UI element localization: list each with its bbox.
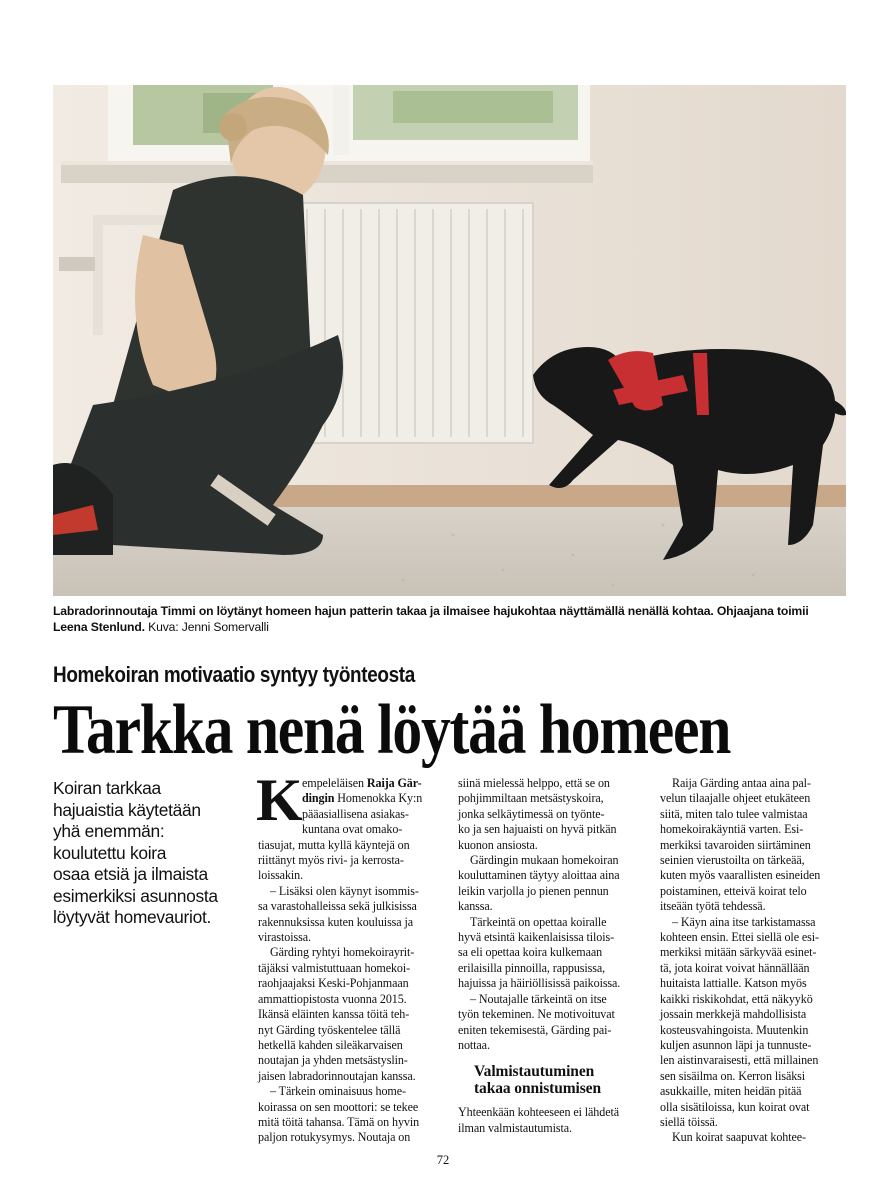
body-line: Raija Gärding antaa aina pal- — [672, 776, 811, 790]
body-line: tiasujat, mutta kyllä käyntejä on — [258, 837, 410, 852]
body-column-3 — [660, 776, 846, 1146]
body-line: jonka selkäytimessä on työnte- — [458, 806, 605, 821]
body-line: Yhteenkään kohteeseen ei lähdetä — [458, 1105, 619, 1120]
body-line: asukkaille, miten heidän pitää — [660, 1084, 802, 1099]
body-line: merkiksi tavaroiden siirtäminen — [660, 837, 811, 852]
lead-line: hajuaistia käytetään — [53, 799, 201, 820]
caption-text: Labradorinnoutaja Timmi on löytänyt homeen hajun patterin takaa ja ilmaisee hajukohtaa näyttämällä nenällä kohtaa. Ohjaajana toimii Leena Stenlund. — [53, 604, 809, 634]
body-line: mitä töitä tahansa. Tämä on hyvin — [258, 1114, 420, 1129]
body-line: erilaisilla pinnoilla, rappusissa, — [458, 960, 606, 975]
body-line: len aistinvaraisesti, että millainen — [660, 1053, 819, 1068]
body-line: Kun koirat saapuvat kohtee- — [672, 1130, 806, 1145]
body-lines — [258, 838, 444, 1146]
lead-line: osaa etsiä ja ilmaista — [53, 864, 208, 884]
body-line: ilman valmistautumista. — [458, 1120, 572, 1135]
body-line: – Tärkein ominaisuus home- — [270, 1084, 406, 1099]
body-column-1 — [256, 767, 444, 1146]
body-line: kouluttaminen täytyy aloittaa aina — [458, 868, 620, 883]
body-line: pohjimmiltaan metsästyskoira, — [458, 791, 604, 806]
body-line: paljon rotukysymys. Noutaja on — [258, 1130, 411, 1145]
body-line: eniten tekemisestä, Gärding pai- — [458, 1022, 612, 1037]
body-line: itseään työtä tehdessä. — [660, 899, 766, 914]
body-line: kuten myös vaarallisten esineiden — [660, 868, 821, 883]
body-lines — [458, 1105, 644, 1136]
body-line: poistaminen, etteivä koirat telo — [660, 883, 807, 898]
body-line: – Käyn aina itse tarkistamassa — [672, 914, 816, 929]
body-line: siinä mielessä helppo, että se on — [458, 776, 610, 790]
body-line: – Lisäksi olen käynyt isommis- — [270, 883, 419, 898]
body-line: loissakin. — [258, 868, 304, 883]
body-line: jaisen labradorinnoutajan kanssa. — [258, 1068, 416, 1083]
subheading-line: takaa onnistumisen — [474, 1080, 601, 1098]
photo-woman-and-dog — [53, 85, 846, 596]
body-line: kuonon ansiosta. — [458, 837, 538, 852]
body-line: ammattiopistosta vuonna 2015. — [258, 991, 407, 1006]
body-line: raohjaajaksi Keski-Pohjanmaan — [258, 976, 409, 991]
body-line: homekoirakäyntiä varten. Esi- — [660, 822, 804, 837]
subheading — [474, 1063, 644, 1097]
body-line: velun tilaajalle ohjeet etukäteen — [660, 791, 811, 806]
body-line: siellä töissä. — [660, 1114, 718, 1129]
headline: Tarkka nenä löytää homeen — [53, 691, 731, 769]
body-line: jossain merkkejä mahdollisista — [660, 1007, 807, 1022]
body-line: sa eli opettaa koira kulkemaan — [458, 945, 603, 960]
body-line: kohteen ensin. Ettei siellä ole esi- — [660, 930, 819, 945]
subheading-line: Valmistautuminen — [474, 1063, 595, 1081]
body-line: kosteusvahingoista. Muutenkin — [660, 1022, 809, 1037]
body-line: nyt Gärding työskentelee tällä — [258, 1022, 401, 1037]
body-line: ko ja sen hajuaisti on hyvä pitkän — [458, 822, 617, 837]
body-line: kuntana ovat omako- — [302, 822, 403, 837]
body-lines — [660, 776, 846, 1146]
photo-caption — [53, 603, 846, 635]
body-line: tä, jota koirat voivat hännällään — [660, 960, 810, 975]
body-line: hajuissa ja häiriöllisissä paikoissa. — [458, 976, 621, 991]
page-number: 72 — [436, 1153, 450, 1167]
body-column-2 — [458, 776, 644, 1136]
body-line: Gärding ryhtyi homekoirayrit- — [270, 945, 415, 960]
body-line: sen sisäilma on. Kerron lisäksi — [660, 1068, 806, 1083]
lead-line: koulutettu koira — [53, 842, 167, 863]
body-line: – Noutajalle tärkeintä on itse — [470, 991, 607, 1006]
body-line: kuljen asunnon läpi ja tunnuste- — [660, 1037, 812, 1052]
body-line: leikin varjolla jo pienen pennun — [458, 883, 609, 898]
body-line: dingin Homenokka Ky:n — [302, 791, 423, 806]
caption-credit: Kuva: Jenni Somervalli — [144, 620, 269, 634]
body-line: olla sisätiloissa, kun koirat ovat — [660, 1099, 810, 1114]
body-line: rakennuksissa kuten kouluissa ja — [258, 914, 413, 929]
kicker: Homekoiran motivaatio syntyy työnteosta — [53, 662, 415, 687]
body-line: siitä, miten talo tulee valmistaa — [660, 806, 808, 821]
body-line: nottaa. — [458, 1037, 490, 1052]
lead-line: Koiran tarkkaa — [53, 778, 161, 798]
body-line: Tärkeintä on opettaa koiralle — [470, 914, 607, 929]
lead-paragraph — [53, 778, 248, 929]
body-lines — [458, 776, 644, 1053]
body-line: virastoissa. — [258, 930, 311, 945]
body-line: merkiksi mitään särkyvää esinet- — [660, 945, 817, 960]
body-line: empeleläisen Raija Gär- — [302, 776, 422, 790]
body-line: työn tekeminen. Ne motivoituvat — [458, 1007, 615, 1022]
body-line: pääasiallisena asiakas- — [302, 806, 409, 821]
lead-line: löytyvät homevauriot. — [53, 907, 212, 927]
body-line: täjäksi valmistuttuaan homekoi- — [258, 960, 411, 975]
body-line: hetkellä kahden sileäkarvaisen — [258, 1037, 403, 1052]
body-line: kanssa. — [458, 899, 493, 914]
body-line: kaikki riskikohdat, että näkyykö — [660, 991, 813, 1006]
dropcap-block — [256, 767, 444, 838]
lead-line: esimerkiksi asunnosta — [53, 885, 218, 906]
dropcap: K — [256, 767, 303, 833]
body-line: Gärdingin mukaan homekoiran — [470, 853, 619, 868]
lead-line: yhä enemmän: — [53, 821, 165, 841]
body-line: sa varastohalleissa sekä julkisissa — [258, 899, 417, 914]
body-line: koirassa on sen moottori: se tekee — [258, 1099, 419, 1114]
article-photo — [53, 85, 846, 596]
body-line: huitaista lattialle. Katson myös — [660, 976, 807, 991]
body-line: Ikänsä eläinten kanssa töitä teh- — [258, 1007, 410, 1022]
body-line: hyvä etsintä kaikenlaisissa tilois- — [458, 930, 615, 945]
body-line: noutajan ja yhden metsästyslin- — [258, 1053, 408, 1068]
body-line: seinien vierustoilta on tärkeää, — [660, 853, 805, 868]
body-line: riittänyt myös rivi- ja kerrosta- — [258, 853, 404, 868]
